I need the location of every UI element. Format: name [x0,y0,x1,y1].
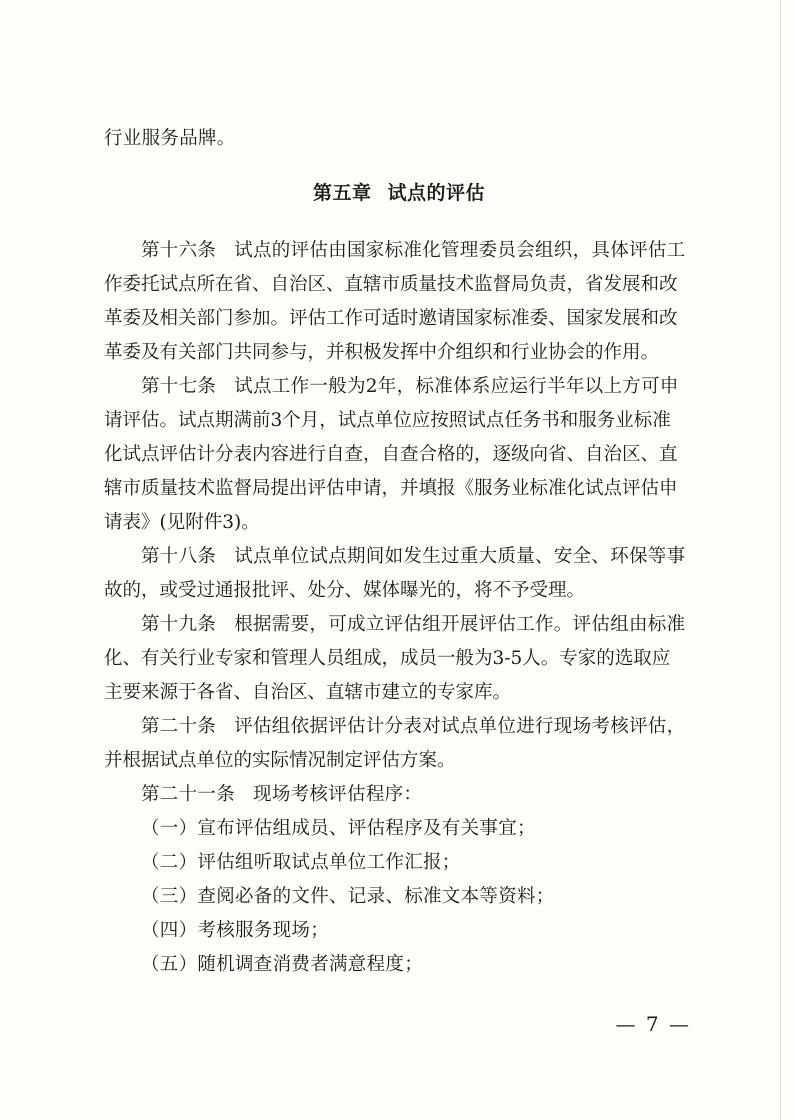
article-line: 请评估。试点期满前3个月，试点单位应按照试点任务书和服务业标准 [104,410,671,431]
article-line: 试点工作一般为2年，标准体系应运行半年以上方可申 [234,376,679,397]
article-line: 化试点评估计分表内容进行自查，自查合格的，逐级向省、自治区、直 [104,444,678,465]
lead-line: 行业服务品牌。 [104,128,236,149]
list-item: （一）宣布评估组成员、评估程序及有关事宜； [141,818,536,839]
list-item: （二）评估组听取试点单位工作汇报； [141,852,461,873]
chapter-number: 第五章 [312,182,372,204]
document-body [104,122,694,982]
article-line: 试点的评估由国家标准化管理委员会组织，具体评估工 [234,240,686,261]
article-line: 化、有关行业专家和管理人员组成，成员一般为3-5人。专家的选取应 [104,648,671,669]
article-19 [104,608,694,710]
article-21 [104,778,694,982]
article-label: 第二十一条 [141,784,236,805]
article-label: 第十九条 [141,614,217,635]
article-line: 辖市质量技术监督局提出评估申请，并填报《服务业标准化试点评估申 [104,478,678,499]
article-line: 试点单位试点期间如发生过重大质量、安全、环保等事 [234,546,686,567]
article-18 [104,540,694,608]
chapter-heading [104,176,694,210]
list-item: （五）随机调查消费者满意程度； [141,954,424,975]
list-item: （三）查阅必备的文件、记录、标准文本等资料； [141,886,555,907]
article-label: 第十六条 [141,240,217,261]
article-line: 革委及有关部门共同参与，并积极发挥中介组织和行业协会的作用。 [104,342,660,363]
list-item: （四）考核服务现场； [141,920,330,941]
article-line: 故的，或受过通报批评、处分、媒体曝光的，将不予受理。 [104,580,586,601]
article-line: 评估组依据评估计分表对试点单位进行现场考核评估， [234,716,686,737]
article-line: 革委及相关部门参加。评估工作可适时邀请国家标准委、国家发展和改 [104,308,678,329]
chapter-title: 试点的评估 [387,182,486,204]
article-line: 并根据试点单位的实际情况制定评估方案。 [104,750,456,771]
article-line: 作委托试点所在省、自治区、直辖市质量技术监督局负责，省发展和改 [104,274,678,295]
page-number: — 7 — [615,1012,691,1036]
page-edge [780,0,781,1120]
article-line: 根据需要，可成立评估组开展评估工作。评估组由标准 [234,614,686,635]
article-line: 主要来源于各省、自治区、直辖市建立的专家库。 [104,682,512,703]
article-line: 请表》(见附件3)。 [104,512,260,533]
article-17 [104,370,694,540]
article-label: 第十八条 [141,546,217,567]
article-label: 第二十条 [141,716,217,737]
article-16 [104,234,694,370]
article-line: 现场考核评估程序： [253,784,423,805]
article-20 [104,710,694,778]
article-label: 第十七条 [141,376,217,397]
